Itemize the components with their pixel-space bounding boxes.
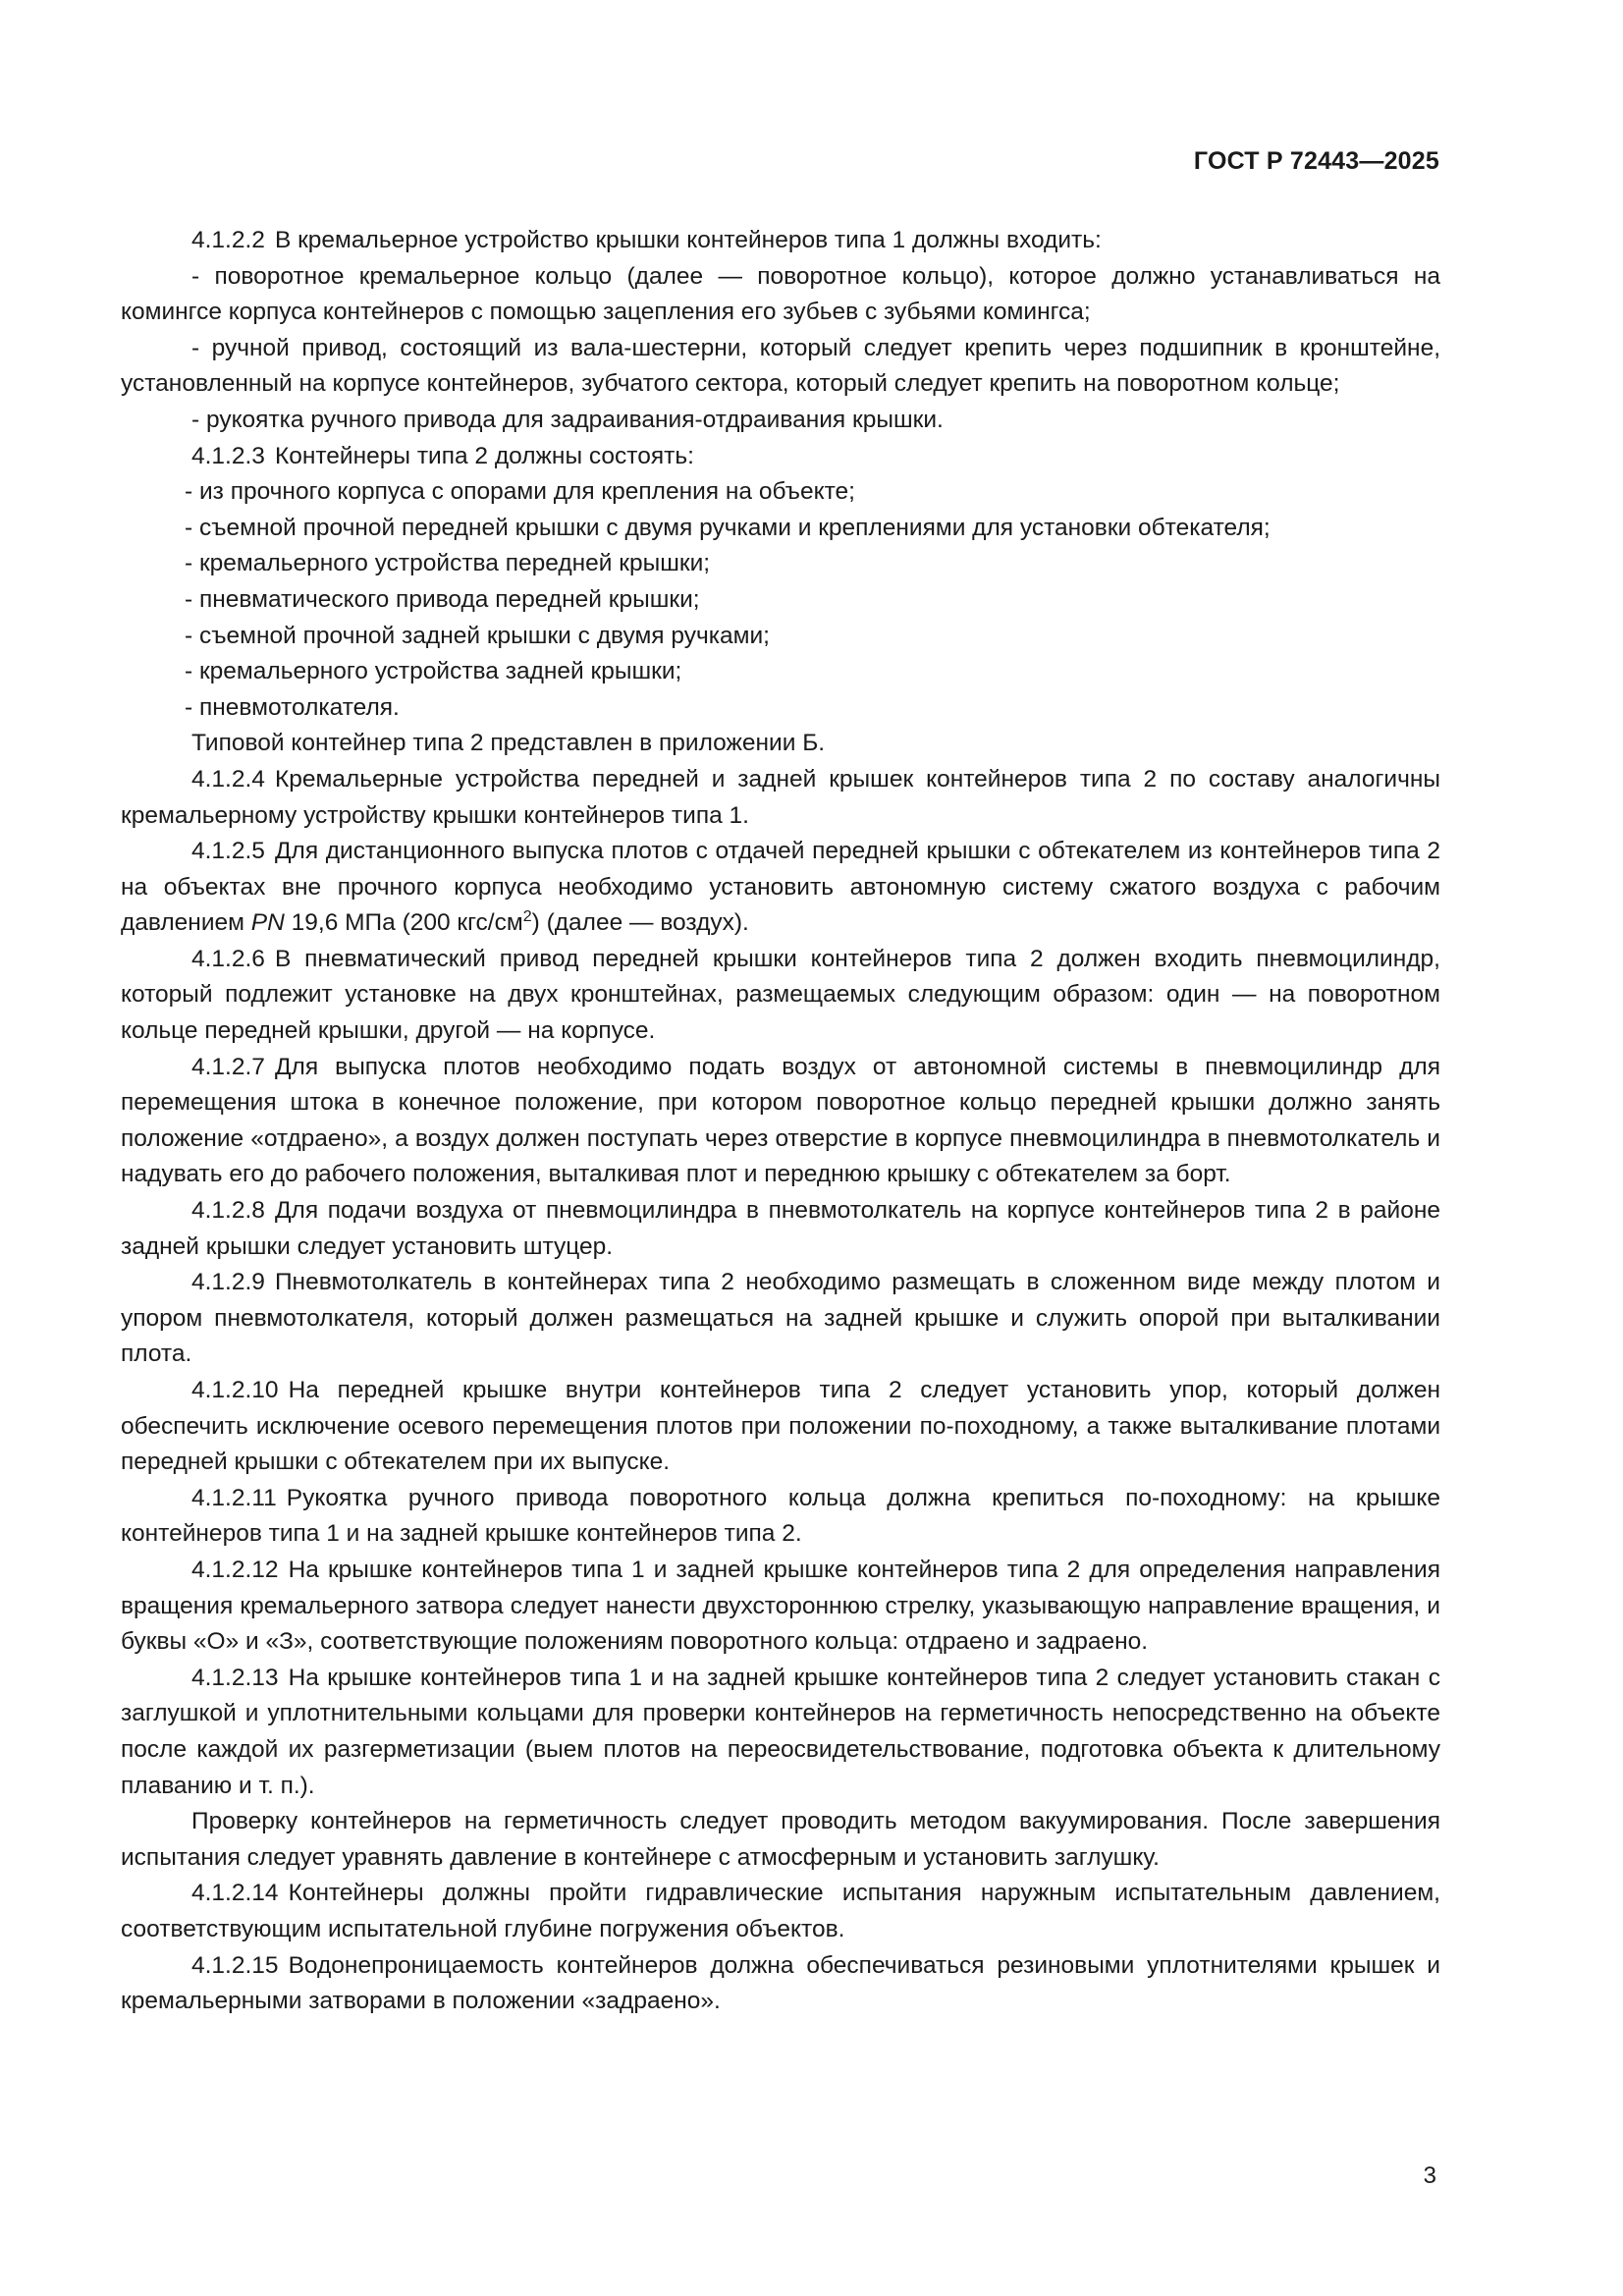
list-item: - кремальерного устройства задней крышки; xyxy=(185,658,682,685)
clause-4-1-2-9 xyxy=(121,1265,1440,1373)
clause-number: 4.1.2.12 xyxy=(191,1556,279,1583)
clause-text: В кремальерное устройство крышки контейнеров типа 1 должны входить: xyxy=(274,227,1102,253)
clause-text: Для подачи воздуха от пневмоцилиндра в пневмотолкатель на корпусе контейнеров типа 2 в районе задней крышки следует установить штуцер. xyxy=(121,1197,1440,1260)
clause-4-1-2-13 xyxy=(121,1661,1440,1804)
clause-4-1-2-5 xyxy=(121,834,1440,942)
clause-4-1-2-10 xyxy=(121,1373,1440,1481)
list-item: - кремальерного устройства передней крышки; xyxy=(185,550,711,577)
clause-text: Рукоятка ручного привода поворотного кольца должна крепиться по-походному: на крышке контейнеров типа 1 и на задней крышке контейнеров типа 2. xyxy=(121,1484,1440,1548)
clause-number: 4.1.2.9 xyxy=(191,1269,265,1296)
clause-text: На крышке контейнеров типа 1 и задней крышке контейнеров типа 2 для определения направления вращения кремальерного затвора следует нанести двухстороннюю стрелку, указывающую направление вращения, и буквы «О» и «З», соответствующие положениям поворотного кольца: отдраено и задраено. xyxy=(121,1556,1440,1656)
list-item: - ручной привод, состоящий из вала-шестерни, который следует крепить через подшипник в кронштейне, установленный на корпусе контейнеров, зубчатого сектора, который следует крепить на поворотном кольце; xyxy=(121,334,1440,398)
clause-number: 4.1.2.10 xyxy=(191,1377,279,1403)
clause-text: Для выпуска плотов необходимо подать воздух от автономной системы в пневмоцилиндр для перемещения штока в конечное положение, при котором поворотное кольцо передней крышки должно занять положение «отдраено», а воздух должен поступать через отверстие в корпусе пневмоцилиндра в пневмотолкатель и надувать его до рабочего положения, выталкивая плот и переднюю крышку с обтекателем за борт. xyxy=(121,1053,1440,1188)
clause-number: 4.1.2.13 xyxy=(191,1664,279,1691)
clause-text: В пневматический привод передней крышки контейнеров типа 2 должен входить пневмоцилиндр, который подлежит установке на двух кронштейнах, размещаемых следующим образом: один — на поворотном кольце передней крышки, другой — на корпусе. xyxy=(121,945,1440,1045)
clause-text: Контейнеры типа 2 должны состоять: xyxy=(274,442,694,469)
superscript: 2 xyxy=(522,908,532,926)
list-item: - съемной прочной задней крышки с двумя ручками; xyxy=(185,622,770,649)
list-item: - из прочного корпуса с опорами для крепления на объекте; xyxy=(185,478,855,506)
clause-4-1-2-2 xyxy=(121,223,1440,259)
clause-text: Водонепроницаемость контейнеров должна обеспечиваться резиновыми уплотнителями крышек и кремальерными затворами в положении «задраено». xyxy=(121,1951,1440,2015)
document-standard-id: ГОСТ Р 72443—2025 xyxy=(1193,147,1439,175)
clause-4-1-2-8 xyxy=(121,1193,1440,1265)
clause-4-1-2-3 xyxy=(121,439,1440,475)
clause-text: На передней крышке внутри контейнеров типа 2 следует установить упор, который должен обеспечить исключение осевого перемещения плотов при положении по-походному, а также выталкивание плотами передней крышки с обтекателем при их выпуске. xyxy=(121,1377,1440,1476)
clause-number: 4.1.2.15 xyxy=(191,1951,279,1979)
clause-4-1-2-6 xyxy=(121,942,1440,1050)
clause-4-1-2-11 xyxy=(121,1481,1440,1553)
clause-number: 4.1.2.3 xyxy=(191,442,265,469)
clause-text: Контейнеры должны пройти гидравлические испытания наружным испытательным давлением, соответствующим испытательной глубине погружения объектов. xyxy=(121,1880,1440,1942)
clause-number: 4.1.2.8 xyxy=(191,1197,265,1225)
list-item: - съемной прочной передней крышки с двумя ручками и креплениями для установки обтекателя; xyxy=(185,514,1271,541)
clause-number: 4.1.2.14 xyxy=(191,1880,279,1907)
list-item: - рукоятка ручного привода для задраивания-отдраивания крышки. xyxy=(191,406,944,433)
pn-symbol: PN xyxy=(250,909,285,937)
clause-text: 19,6 МПа (200 кгс/см xyxy=(284,909,523,937)
clause-text: Пневмотолкатель в контейнерах типа 2 необходимо размещать в сложенном виде между плотом и упором пневмотолкателя, который должен размещаться на задней крышке и служить опорой при выталкивании плота. xyxy=(121,1269,1440,1368)
clause-number: 4.1.2.11 xyxy=(191,1484,277,1511)
clause-4-1-2-12 xyxy=(121,1553,1440,1661)
list-item: - поворотное кремальерное кольцо (далее — поворотное кольцо), которое должно устанавливаться на комингсе корпуса контейнеров с помощью зацепления его зубьев с зубьями комингса; xyxy=(121,262,1440,326)
clause-number: 4.1.2.6 xyxy=(191,945,265,972)
list-item: - пневмотолкателя. xyxy=(185,693,400,721)
clause-4-1-2-15 xyxy=(121,1948,1440,2020)
clause-number: 4.1.2.2 xyxy=(191,227,265,253)
clause-number: 4.1.2.5 xyxy=(191,838,265,865)
clause-4-1-2-14 xyxy=(121,1876,1440,1947)
clause-number: 4.1.2.7 xyxy=(191,1053,265,1080)
list-item: - пневматического привода передней крышки; xyxy=(185,585,700,613)
paragraph-leak-test: Проверку контейнеров на герметичность следует проводить методом вакуумирования. После завершения испытания следует уравнять давление в контейнере с атмосферным и установить заглушку. xyxy=(121,1808,1440,1871)
clause-text: На крышке контейнеров типа 1 и на задней крышке контейнеров типа 2 следует установить стакан с заглушкой и уплотнительными кольцами для проверки контейнеров на герметичность непосредственно на объекте после каждой их разгерметизации (выем плотов на переосвидетельствование, подготовка объекта к длительному плаванию и т. п.). xyxy=(121,1664,1440,1799)
clause-text: Для дистанционного выпуска плотов с отдачей передней крышки с обтекателем из контейнеров типа 2 на объектах вне прочного корпуса необходимо установить автономную систему сжатого воздуха с рабочим давлением xyxy=(121,838,1440,937)
paragraph-typical-container: Типовой контейнер типа 2 представлен в приложении Б. xyxy=(191,730,826,757)
clause-number: 4.1.2.4 xyxy=(191,765,265,793)
page-number: 3 xyxy=(1423,2162,1436,2189)
clause-text: ) (далее — воздух). xyxy=(531,909,749,937)
document-body xyxy=(121,223,1440,2020)
clause-4-1-2-4 xyxy=(121,762,1440,834)
clause-text: Кремальерные устройства передней и задней крышек контейнеров типа 2 по составу аналогичны кремальерному устройству крышки контейнеров типа 1. xyxy=(121,765,1440,829)
clause-4-1-2-7 xyxy=(121,1050,1440,1193)
